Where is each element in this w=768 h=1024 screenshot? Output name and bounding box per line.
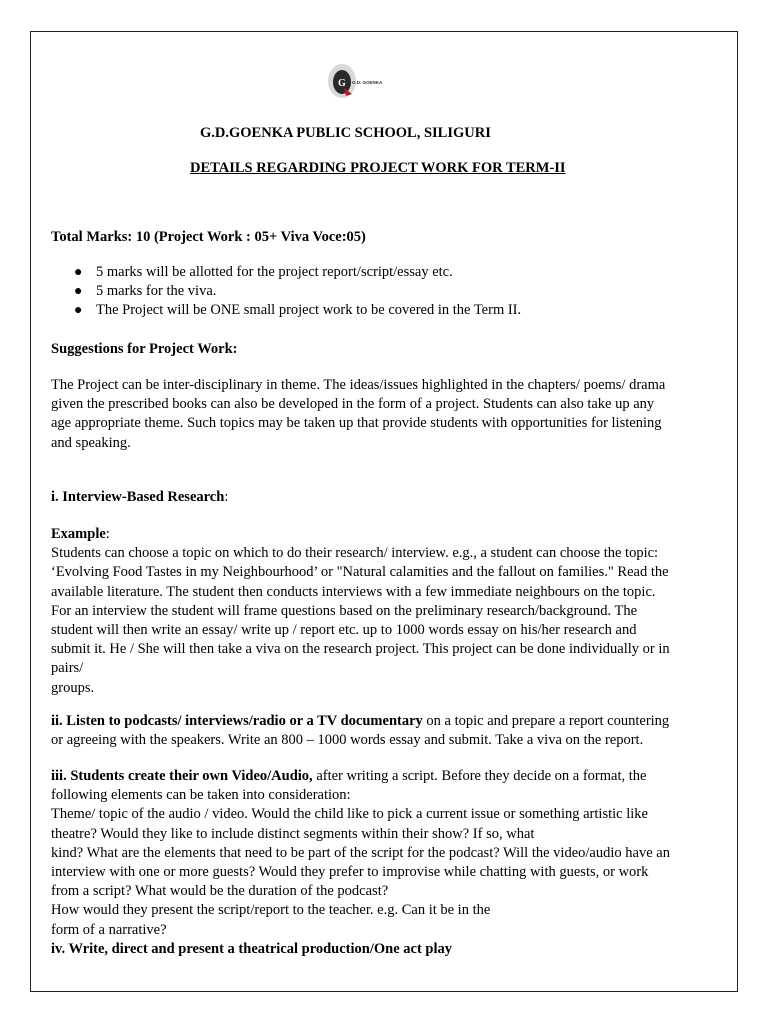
- example-label: Example: [51, 526, 106, 542]
- document-title: DETAILS REGARDING PROJECT WORK FOR TERM-II: [190, 160, 566, 176]
- paragraph-line: Theme/ topic of the audio / video. Would the child like to pick a current issue or something artistic like: [51, 806, 648, 823]
- school-name: G.D.GOENKA PUBLIC SCHOOL, SILIGURI: [200, 125, 491, 141]
- paragraph-line: pairs/: [51, 660, 84, 677]
- logo-text: G.D. GOENKA: [352, 80, 383, 85]
- section-1-heading-suffix: :: [224, 489, 229, 505]
- list-item: [74, 263, 521, 282]
- paragraph-line: age appropriate theme. Such topics may be taken up that provide students with opportunities for listening: [51, 415, 662, 432]
- paragraph-line: interview with one or more guests? Would they prefer to improvise while chatting with guests, or work: [51, 864, 649, 881]
- paragraph-line: and speaking.: [51, 434, 131, 451]
- paragraph-line: given the prescribed books can also be developed in the form of a project. Students can also take up any: [51, 396, 655, 413]
- section-1-heading-line: [51, 488, 228, 507]
- paragraph-line: Students can choose a topic on which to do their research/ interview. e.g., a student can choose the topic:: [51, 545, 659, 562]
- bullet-icon: ●: [74, 303, 83, 319]
- paragraph-line: available literature. The student then conducts interviews with a few immediate neighbours on the topic.: [51, 583, 656, 600]
- paragraph-line: on a topic and prepare a report countering: [422, 713, 670, 729]
- paragraph-line: submit it. He / She will then take a viva on the research project. This project can be done individually or in: [51, 641, 670, 658]
- list-item-text: 5 marks for the viva.: [96, 283, 217, 300]
- section-2-heading: ii. Listen to podcasts/ interviews/radio or a TV documentary: [51, 713, 423, 729]
- list-item-text: The Project will be ONE small project work to be covered in the Term II.: [96, 302, 522, 319]
- bullet-icon: ●: [74, 265, 83, 280]
- section-1-heading: i. Interview-Based Research: [51, 489, 225, 505]
- list-item-text: 5 marks will be allotted for the project report/script/essay etc.: [96, 264, 453, 280]
- example-suffix: :: [105, 526, 110, 542]
- paragraph-line: from a script? What would be the duration of the podcast?: [51, 883, 389, 900]
- section-3-heading: iii. Students create their own Video/Audio,: [51, 768, 313, 784]
- suggestions-paragraph: [51, 376, 665, 453]
- section-3-body: [51, 767, 670, 959]
- paragraph-line: kind? What are the elements that need to be part of the script for the podcast? Will the video/audio have an: [51, 844, 670, 861]
- paragraph-line: How would they present the script/report to the teacher. e.g. Can it be in the: [51, 902, 491, 919]
- paragraph-line: groups.: [51, 679, 95, 696]
- marks-list: [51, 263, 521, 321]
- paragraph-line: ‘Evolving Food Tastes in my Neighbourhood’ or "Natural calamities and the fallout on families." Read the: [51, 564, 669, 581]
- paragraph-line: The Project can be inter-disciplinary in theme. The ideas/issues highlighted in the chapters/ poems/ drama: [51, 377, 666, 393]
- paragraph-line: theatre? Would they like to include distinct segments within their show? If so, what: [51, 825, 535, 842]
- paragraph-line: form of a narrative?: [51, 921, 167, 938]
- section-4-heading: iv. Write, direct and present a theatrical production/One act play: [51, 940, 453, 957]
- section-2-body: [51, 712, 669, 750]
- paragraph-line: following elements can be taken into consideration:: [51, 787, 351, 804]
- section-1-body: [51, 525, 670, 698]
- paragraph-line: or agreeing with the speakers. Write an 800 – 1000 words essay and submit. Take a viva on the report.: [51, 732, 644, 749]
- list-item: [74, 282, 521, 301]
- school-logo: [316, 58, 388, 104]
- suggestions-heading: Suggestions for Project Work:: [51, 341, 238, 357]
- total-marks: Total Marks: 10 (Project Work : 05+ Viva Voce:05): [51, 229, 366, 245]
- bullet-icon: ●: [74, 284, 83, 300]
- paragraph-line: student will then write an essay/ write up / report etc. up to 1000 words essay on his/her research and: [51, 622, 637, 639]
- paragraph-line: For an interview the student will frame questions based on the preliminary research/background. The: [51, 602, 638, 619]
- list-item: [74, 301, 522, 320]
- paragraph-line: after writing a script. Before they decide on a format, the: [312, 768, 647, 784]
- svg-text:G: G: [338, 78, 346, 89]
